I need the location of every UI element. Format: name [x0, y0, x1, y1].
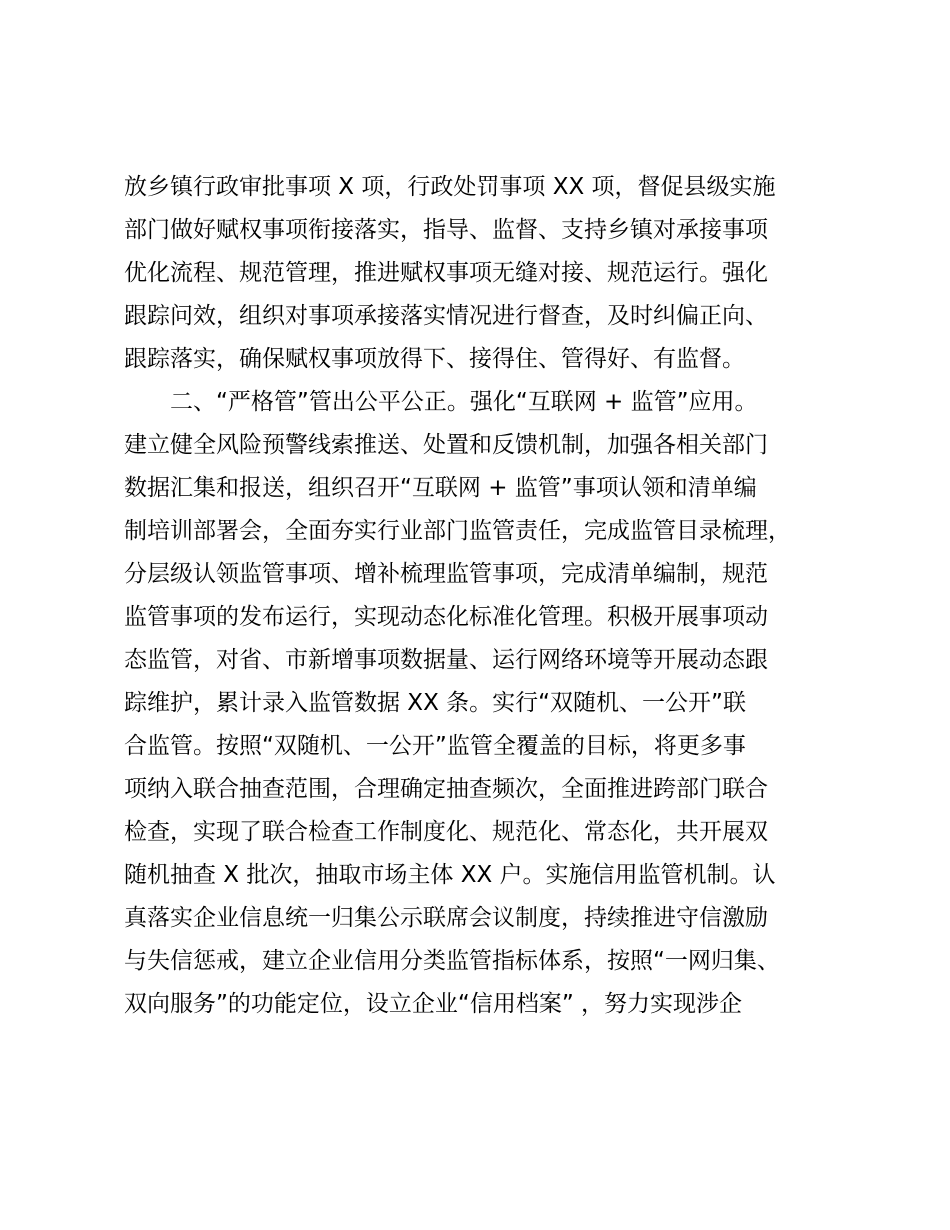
- text-line: 踪维护，累计录入监管数据 XX 条。实行“双随机、一公开”联: [124, 690, 746, 716]
- text-line: 双向服务”的功能定位，设立企业“信用档案” ，努力实现涉企: [124, 991, 743, 1017]
- text-line: 跟踪落实，确保赋权事项放得下、接得住、管得好、有监督。: [124, 346, 745, 372]
- text-line: 跟踪问效，组织对事项承接落实情况进行督查，及时纠偏正向、: [124, 303, 768, 329]
- text-line: 建立健全风险预警线索推送、处置和反馈机制，加强各相关部门: [124, 432, 768, 458]
- text-line: 放乡镇行政审批事项 X 项，行政处罚事项 XX 项，督促县级实施: [124, 174, 776, 200]
- text-line: 随机抽查 X 批次，抽取市场主体 XX 户。实施信用监管机制。认: [124, 862, 776, 888]
- text-line: 部门做好赋权事项衔接落实，指导、监督、支持乡镇对承接事项: [124, 217, 768, 243]
- text-line: 真落实企业信息统一归集公示联席会议制度，持续推进守信激励: [124, 905, 768, 931]
- text-line: 合监管。按照“双随机、一公开”监管全覆盖的目标，将更多事: [124, 733, 746, 759]
- text-line: 态监管，对省、市新增事项数据量、运行网络环境等开展动态跟: [124, 647, 768, 673]
- section-heading-line: 二、“严格管”管出公平公正。强化“互联网 + 监管”应用。: [124, 389, 758, 415]
- text-line: 项纳入联合抽查范围，合理确定抽查频次，全面推进跨部门联合: [124, 776, 768, 802]
- text-line: 检查，实现了联合检查工作制度化、规范化、常态化，共开展双: [124, 819, 768, 845]
- text-line: 监管事项的发布运行，实现动态化标准化管理。积极开展事项动: [124, 604, 768, 630]
- document-body: [124, 166, 828, 1026]
- text-line: 与失信惩戒，建立企业信用分类监管指标体系，按照“一网归集、: [124, 948, 780, 974]
- text-line: 制培训部署会，全面夯实行业部门监管责任，完成监管目录梳理，: [124, 518, 791, 544]
- text-line: 分层级认领监管事项、增补梳理监管事项，完成清单编制，规范: [124, 561, 768, 587]
- text-line: 优化流程、规范管理，推进赋权事项无缝对接、规范运行。强化: [124, 260, 768, 286]
- text-line: 数据汇集和报送，组织召开“互联网 + 监管”事项认领和清单编: [124, 475, 757, 501]
